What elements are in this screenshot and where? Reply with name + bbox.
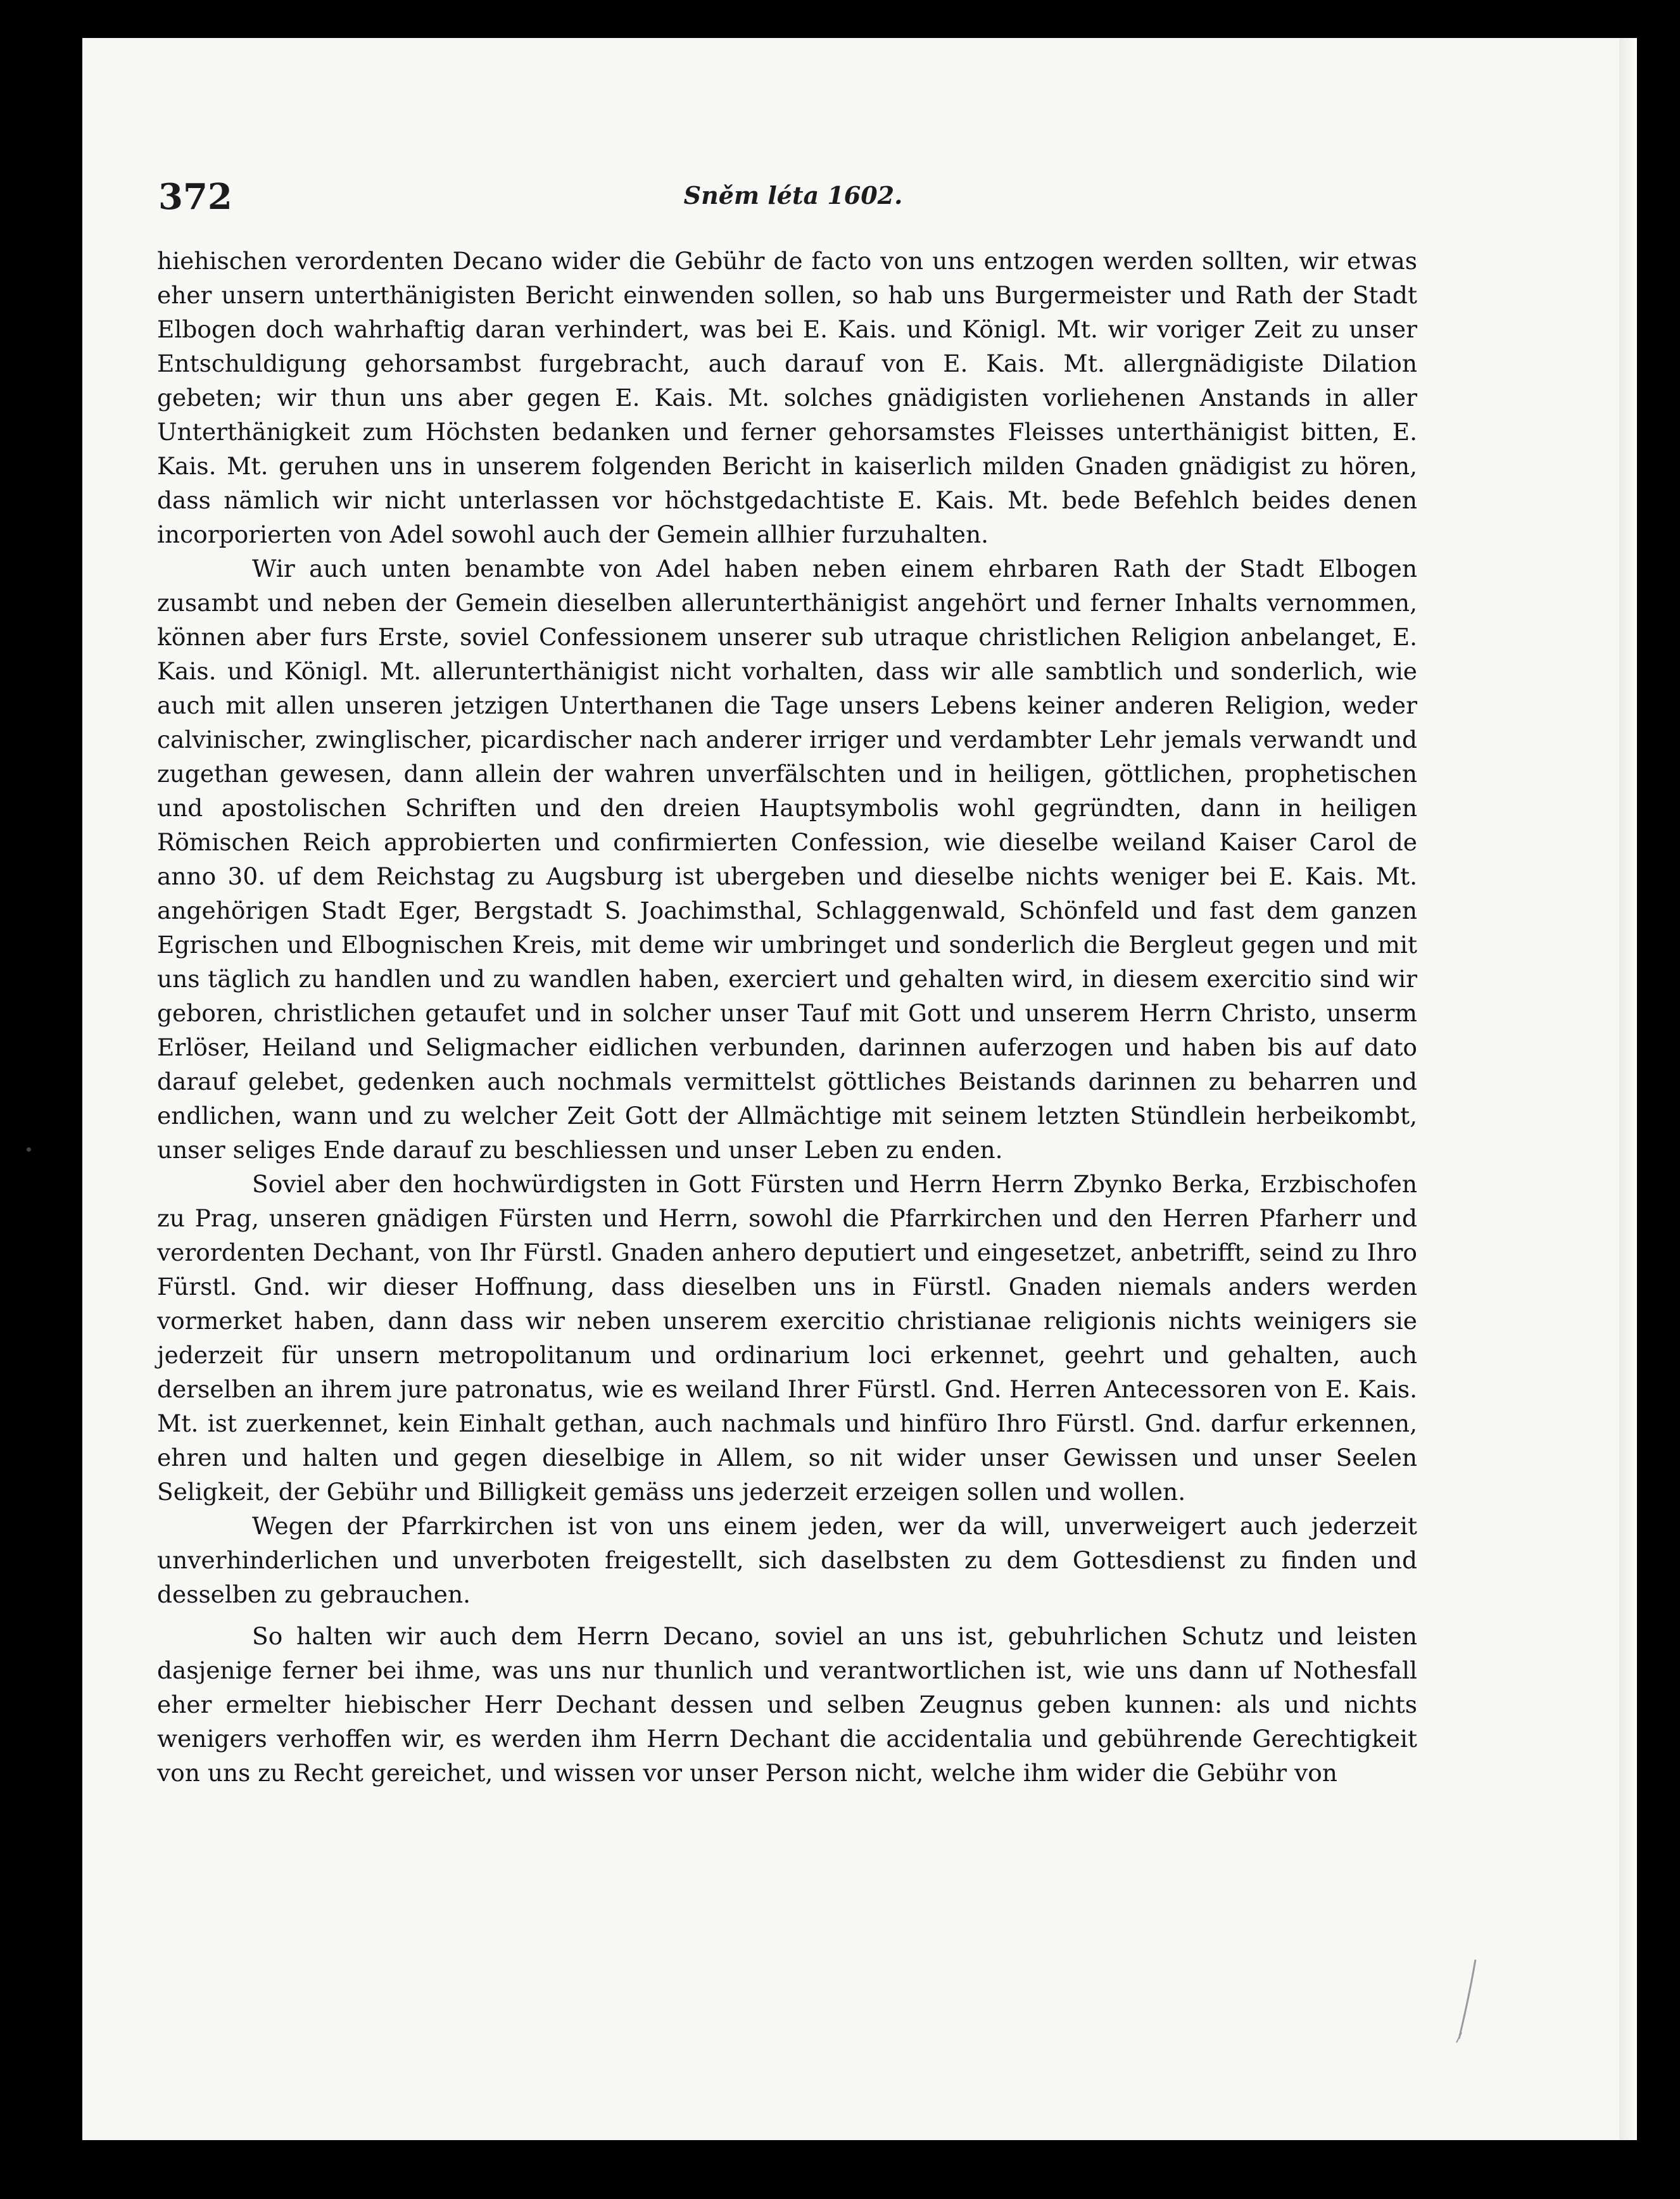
paragraph: So halten wir auch dem Herrn Decano, soviel an uns ist, gebuhrlichen Schutz und leisten dasjenige ferner bei ihme, was uns nur thunlich und verantwortlichen ist, wie uns dann uf Nothesfall eher ermelter hiebischer Herr Dechant dessen und selben Zeugnus geben kunnen: als und nichts wenigers verhoffen wir, es werden ihm Herrn Dechant die accidentalia und gebührende Gerechtigkeit von uns zu Recht gereichet, und wissen vor unser Person nicht, welche ihm wider die Gebühr von (157, 1622, 1417, 1787)
running-head (158, 176, 1415, 227)
page-number: 372 (158, 176, 232, 218)
header-title: Sněm léta 1602. (683, 181, 903, 210)
paragraph: Soviel aber den hochwürdigsten in Gott Fürsten und Herrn Herrn Zbynko Berka, Erzbischofen zu Prag, unseren gnädigen Fürsten und Herrn, sowohl die Pfarrkirchen und den Herren Pfarherr und verordenten Dechant, von Ihr Fürstl. Gnaden anhero deputiert und eingesetzet, anbetrifft, seind zu Ihro Fürstl. Gnd. wir dieser Hoffnung, dass dieselben uns in Fürstl. Gnaden niemals anders werden vormerket haben, dann dass wir neben unserem exercitio christianae religionis nichts weinigers sie jederzeit für unsern metropolitanum und ordinarium loci erkennet, geehrt und gehalten, auch derselben an ihrem jure patronatus, wie es weiland Ihrer Fürstl. Gnd. Herren Antecessoren von E. Kais. Mt. ist zuerkennet, kein Einhalt gethan, auch nachmals und hinfüro Ihro Fürstl. Gnd. darfur erkennen, ehren und halten und gegen dieselbige in Allem, so nit wider unser Gewissen und unser Seelen Seligkeit, der Gebühr und Billigkeit gemäss uns jederzeit erzeigen sollen und wollen. (157, 1170, 1417, 1506)
page-edge-shading (1619, 38, 1637, 2140)
paragraph: Wir auch unten benambte von Adel haben neben einem ehrbaren Rath der Stadt Elbogen zusambt und neben der Gemein dieselben allerunterthänigist angehört und ferner Inhalts vernommen, können aber furs Erste, soviel Confessionem unserer sub utraque christlichen Religion anbelanget, E. Kais. und Königl. Mt. allerunterthänigist nicht vorhalten, dass wir alle sambtlich und sonderlich, wie auch mit allen unseren jetzigen Unterthanen die Tage unsers Lebens keiner anderen Religion, weder calvinischer, zwinglischer, picardischer nach anderer irriger und verdambter Lehr jemals verwandt und zugethan gewesen, dann allein der wahren unverfälschten und in heiligen, göttlichen, prophetischen und apostolischen Schriften und den dreien Hauptsymbolis wohl gegründten, dann in heiligen Römischen Reich approbierten und confirmierten Confession, wie dieselbe weiland Kaiser Carol de anno 30. uf dem Reichstag zu Augsburg ist ubergeben und dieselbe nichts weniger bei E. Kais. Mt. angehörigen Stadt Eger, Bergstadt S. Joachimsthal, Schlaggenwald, Schönfeld und fast dem ganzen Egrischen und Elbognischen Kreis, mit deme wir umbringet und sonderlich die Bergleut gegen und mit uns täglich zu handlen und zu wandlen haben, exerciert und gehalten wird, in diesem exercitio sind wir geboren, christlichen getaufet und in solcher unser Tauf mit Gott und unserem Herrn Christo, unserm Erlöser, Heiland und Seligmacher eidlichen verbunden, darinnen auferzogen und haben bis auf dato darauf gelebet, gedenken auch nochmals vermittelst göttliches Beistands darinnen zu beharren und endlichen, wann und zu welcher Zeit Gott der Allmächtige mit seinem letzten Stündlein herbeikombt, unser seliges Ende darauf zu beschliessen und unser Leben zu enden. (157, 555, 1417, 1164)
body-text (157, 244, 1417, 1790)
paragraph: hiehischen verordenten Decano wider die Gebühr de facto von uns entzogen werden sollten, wir etwas eher unsern unterthänigisten Bericht einwenden sollen, so hab uns Burgermeister und Rath der Stadt Elbogen doch wahrhaftig daran verhindert, was bei E. Kais. und Königl. Mt. wir voriger Zeit zu unser Entschuldigung gehorsambst furgebracht, auch darauf von E. Kais. Mt. allergnädigiste Dilation gebeten; wir thun uns aber gegen E. Kais. Mt. solches gnädigisten vorliehenen Anstands in aller Unterthänigkeit zum Höchsten bedanken und ferner gehorsamstes Fleisses unterthänigist bitten, E. Kais. Mt. geruhen uns in unserem folgenden Bericht in kaiserlich milden Gnaden gnädigist zu hören, dass nämlich wir nicht unterlassen vor höchstgedachtiste E. Kais. Mt. bede Befehlch beides denen incorporierten von Adel sowohl auch der Gemein allhier furzuhalten. (157, 247, 1417, 548)
paragraph: Wegen der Pfarrkirchen ist von uns einem jeden, wer da will, unverweigert auch jederzeit unverhinderlichen und unverboten freigestellt, sich daselbsten zu dem Gottesdienst zu finden und desselben zu gebrauchen. (157, 1512, 1417, 1608)
margin-speck (27, 1147, 31, 1152)
pencil-mark-icon (1450, 1956, 1488, 2045)
